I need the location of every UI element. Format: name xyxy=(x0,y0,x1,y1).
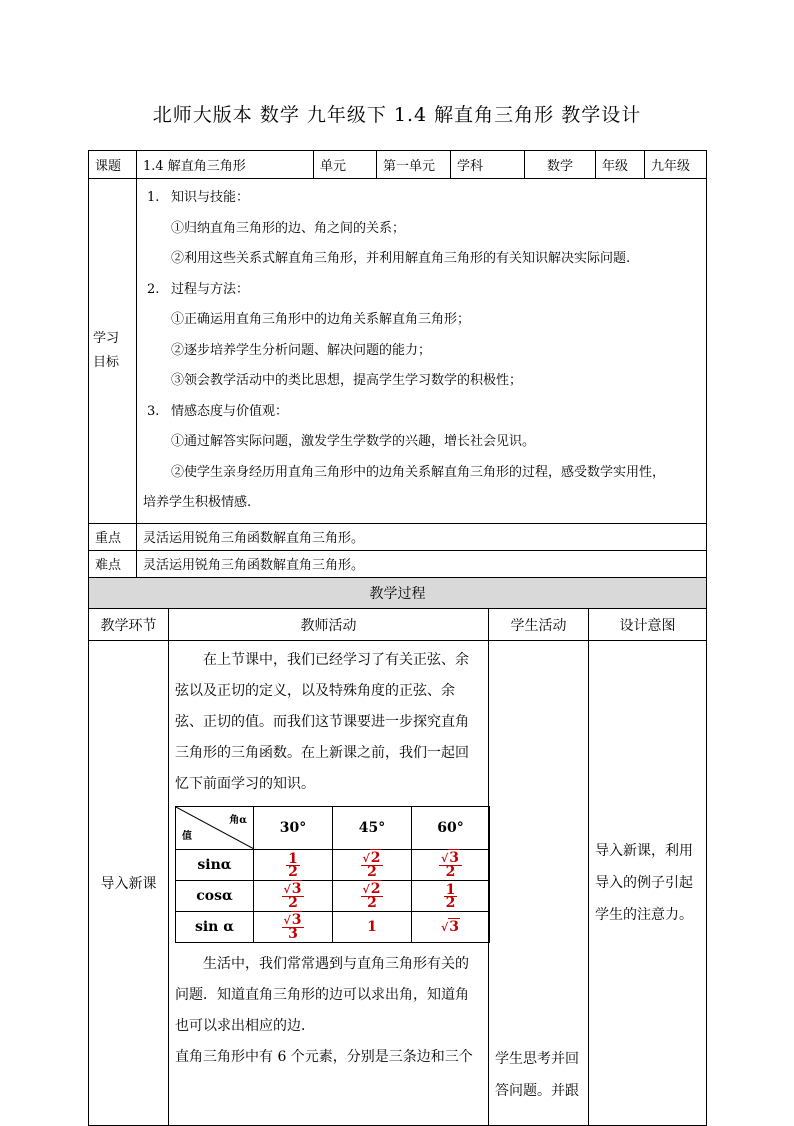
trig-value: $\frac{√3}{2}$ xyxy=(254,881,333,912)
trig-value: $\frac{1}{2}$ xyxy=(412,881,490,912)
process-title: 教学过程 xyxy=(89,578,707,609)
col-student-header: 学生活动 xyxy=(489,609,589,641)
trig-value: $\frac{√2}{2}$ xyxy=(333,881,412,912)
goal-line: ①正确运用直角三角形中的边角关系解直角三角形； xyxy=(171,312,471,327)
col-teacher-header: 教师活动 xyxy=(169,609,489,641)
trig-value: $\frac{√2}{2}$ xyxy=(333,850,412,881)
teacher-activity xyxy=(169,641,489,1126)
document-title: 北师大版本 数学 九年级下 1.4 解直角三角形 教学设计 xyxy=(152,104,642,126)
stage-cell: 导入新课 xyxy=(89,641,169,1126)
corner-value-label: 值 xyxy=(182,831,192,842)
trig-value: $\frac{√3}{2}$ xyxy=(412,850,490,881)
grade-label: 年级 xyxy=(596,151,645,179)
goal-line: 2. 过程与方法： xyxy=(147,281,250,297)
subject-value: 数学 xyxy=(525,151,596,179)
goal-line: ③领会教学活动中的类比思想，提高学生学习数学的积极性； xyxy=(171,373,523,388)
trig-value: $\frac{√3}{3}$ xyxy=(254,912,333,943)
goal-line: ②使学生亲身经历用直角三角形中的边角关系解直角三角形的过程，感受数学实用性， xyxy=(171,464,666,480)
goal-line: ②利用这些关系式解直角三角形，并利用解直角三角形的有关知识解决实际问题. xyxy=(171,251,631,266)
trig-value: $\frac{1}{2}$ xyxy=(254,850,333,881)
trig-values-table xyxy=(175,806,490,943)
difficulty-text: 灵活运用锐角三角函数解直角三角形。 xyxy=(137,550,707,577)
func-name: cosα xyxy=(176,881,254,912)
difficulty-label: 难点 xyxy=(89,550,137,577)
design-intent xyxy=(589,641,707,1126)
key-point-label: 重点 xyxy=(89,523,137,550)
col-intent-header: 设计意图 xyxy=(589,609,707,641)
goal-line: 1. 知识与技能： xyxy=(147,190,250,205)
goals-label xyxy=(89,179,137,524)
goals-label-text: 学习目标 xyxy=(93,330,120,370)
process-table xyxy=(88,577,707,1126)
goal-line: 培养学生积极情感. xyxy=(143,495,252,510)
course-label: 课题 xyxy=(89,151,137,179)
unit-label: 单元 xyxy=(314,151,377,179)
trig-value: 1 xyxy=(333,912,412,943)
teacher-paragraph: 在上节课中，我们已经学习了有关正弦、余弦以及正切的定义，以及特殊角度的正弦、余弦、正切的值。而我们这节课要进一步探究直角三角形的三角函数。在上新课之前，我们一起回忆下前面学习的知识。 xyxy=(175,652,469,792)
angle-header: 60° xyxy=(412,807,490,850)
goal-line: ①通过解答实际问题，激发学生学数学的兴趣，增长社会见识。 xyxy=(171,434,536,449)
goal-line: ②逐步培养学生分析问题、解决问题的能力； xyxy=(171,342,432,358)
angle-header: 45° xyxy=(333,807,412,850)
teacher-paragraph: 直角三角形中有 6 个元素，分别是三条边和三个 xyxy=(175,1049,473,1065)
key-point-text: 灵活运用锐角三角函数解直角三角形。 xyxy=(137,523,707,550)
trig-values-table-wrap xyxy=(175,806,482,943)
func-name: sinα xyxy=(176,850,254,881)
trig-corner-cell xyxy=(176,807,254,850)
goal-line: 3. 情感态度与价值观： xyxy=(147,403,289,419)
goal-line: ①归纳直角三角形的边、角之间的关系； xyxy=(171,220,406,236)
info-table xyxy=(88,150,707,578)
unit-value: 第一单元 xyxy=(377,151,451,179)
teacher-paragraph: 生活中，我们常常遇到与直角三角形有关的问题．知道直角三角形的边可以求出角，知道角也可以求出相应的边． xyxy=(175,956,469,1034)
angle-header: 30° xyxy=(254,807,333,850)
student-text: 学生思考并回答问题。并跟 xyxy=(495,1051,579,1099)
course-value: 1.4 解直角三角形 xyxy=(137,151,314,179)
corner-angle-label: 角α xyxy=(229,815,247,826)
trig-value: √3 xyxy=(412,912,490,943)
func-name: sin α xyxy=(176,912,254,943)
subject-label: 学科 xyxy=(451,151,525,179)
goals-content xyxy=(137,179,707,524)
student-activity xyxy=(489,641,589,1126)
col-stage-header: 教学环节 xyxy=(89,609,169,641)
grade-value: 九年级 xyxy=(645,151,707,179)
intent-text: 导入新课，利用导入的例子引起学生的注意力。 xyxy=(595,843,693,923)
